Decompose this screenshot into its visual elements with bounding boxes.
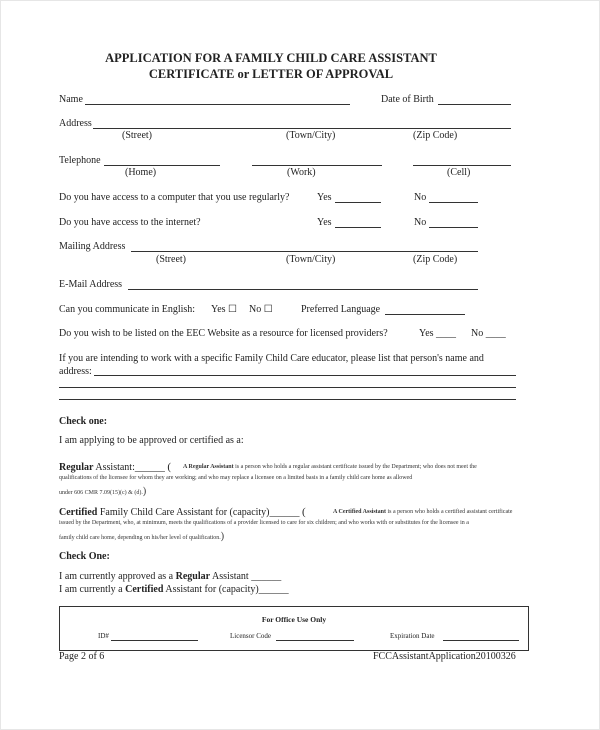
- eec-question: Do you wish to be listed on the EEC Website as a resource for licensed providers?: [59, 328, 388, 339]
- internet-yes-label: Yes: [317, 217, 332, 228]
- zip-caption: (Zip Code): [413, 130, 458, 141]
- internet-question: Do you have access to the internet?: [59, 217, 201, 228]
- regular-description-line3: under 606 CMR 7.09(15)(c) & (d).): [59, 486, 147, 497]
- dob-field[interactable]: [438, 104, 511, 105]
- licensor-code-field[interactable]: [276, 640, 354, 641]
- regular-rest: Assistant:______: [95, 462, 165, 473]
- applying-intro: I am applying to be approved or certified as a:: [59, 435, 244, 446]
- telephone-label: Telephone: [59, 155, 101, 166]
- cell-phone-field[interactable]: [413, 165, 511, 166]
- certified-description-line1: A Certified Assistant is a person who holds a certified assistant certificate: [333, 509, 513, 515]
- educator-question-line1: If you are intending to work with a specific Family Child Care educator, please list that person's name and: [59, 353, 484, 364]
- internet-no-field[interactable]: [429, 227, 478, 228]
- dob-label: Date of Birth: [381, 94, 434, 105]
- office-use-box: [59, 606, 529, 651]
- eec-no-field[interactable]: No ____: [471, 328, 506, 339]
- address-field[interactable]: [93, 128, 511, 129]
- work-phone-field[interactable]: [252, 165, 382, 166]
- email-label: E-Mail Address: [59, 279, 123, 290]
- expiration-date-label: Expiration Date: [390, 632, 435, 640]
- regular-description-line1: A Regular Assistant is a person who holds a regular assistant certificate issued by the Department; who does not meet the: [183, 464, 477, 470]
- home-caption: (Home): [125, 167, 157, 178]
- regular-option[interactable]: Regular Assistant:______ (: [59, 461, 172, 473]
- eec-yes-field[interactable]: Yes ____: [419, 328, 457, 339]
- currently-certified-option[interactable]: I am currently a Certified Assistant for (capacity)______: [59, 584, 289, 595]
- cell-caption: (Cell): [447, 167, 471, 178]
- internet-no-label: No: [414, 217, 427, 228]
- page-number: Page 2 of 6: [59, 651, 105, 662]
- home-phone-field[interactable]: [104, 165, 220, 166]
- regular-description-line2: qualifications of the licensee for whom they are working; and who may replace a licensee on a limited basis in a family child care home as allowed: [59, 475, 413, 481]
- certified-rest: Family Child Care Assistant for (capacity)______: [99, 507, 300, 518]
- preferred-language-field[interactable]: [385, 314, 465, 315]
- english-yes-checkbox[interactable]: Yes ☐: [211, 304, 238, 315]
- work-caption: (Work): [287, 167, 316, 178]
- town-caption: (Town/City): [286, 130, 336, 141]
- certified-description-line2: issued by the Department, who, at minimum, meets the qualifications of a provider licensed to care for six children; and who works with or substitutes for the licensee in a: [59, 520, 469, 526]
- certified-description-line3: family child care home, depending on his/her level of qualification.): [59, 531, 225, 542]
- computer-yes-label: Yes: [317, 192, 332, 203]
- name-field[interactable]: [85, 104, 350, 105]
- email-field[interactable]: [128, 289, 478, 290]
- mailing-address-field[interactable]: [131, 251, 478, 252]
- internet-yes-field[interactable]: [335, 227, 381, 228]
- educator-question-line2: address:: [59, 366, 92, 377]
- address-label: Address: [59, 118, 92, 129]
- mail-town-caption: (Town/City): [286, 254, 336, 265]
- office-id-field[interactable]: [111, 640, 198, 641]
- certified-option[interactable]: Certified Family Child Care Assistant for (capacity)______ (: [59, 506, 306, 518]
- regular-label: Regular: [59, 462, 94, 473]
- computer-question: Do you have access to a computer that you use regularly?: [59, 192, 290, 203]
- certified-label: Certified: [59, 507, 98, 518]
- educator-field-line1[interactable]: [94, 375, 516, 376]
- form-title-line1: APPLICATION FOR A FAMILY CHILD CARE ASSISTANT: [105, 51, 437, 65]
- name-label: Name: [59, 94, 83, 105]
- form-title-line2: CERTIFICATE or LETTER OF APPROVAL: [148, 67, 394, 81]
- check-one-heading: Check one:: [59, 416, 108, 427]
- office-id-label: ID#: [98, 632, 109, 640]
- educator-field-line2[interactable]: [59, 387, 516, 388]
- preferred-language-label: Preferred Language: [301, 304, 381, 315]
- mailing-address-label: Mailing Address: [59, 241, 126, 252]
- document-id: FCCAssistantApplication20100326: [373, 651, 516, 662]
- english-no-checkbox[interactable]: No ☐: [249, 304, 273, 315]
- currently-regular-option[interactable]: I am currently approved as a Regular Assistant ______: [59, 571, 282, 582]
- computer-no-field[interactable]: [429, 202, 478, 203]
- licensor-code-label: Licensor Code: [230, 632, 272, 640]
- english-question: Can you communicate in English:: [59, 304, 196, 315]
- computer-no-label: No: [414, 192, 427, 203]
- educator-field-line3[interactable]: [59, 399, 516, 400]
- check-one-heading-2: Check One:: [59, 551, 110, 562]
- expiration-date-field[interactable]: [443, 640, 519, 641]
- mail-zip-caption: (Zip Code): [413, 254, 458, 265]
- computer-yes-field[interactable]: [335, 202, 381, 203]
- office-use-title: For Office Use Only: [261, 615, 327, 624]
- street-caption: (Street): [122, 130, 152, 141]
- mail-street-caption: (Street): [156, 254, 186, 265]
